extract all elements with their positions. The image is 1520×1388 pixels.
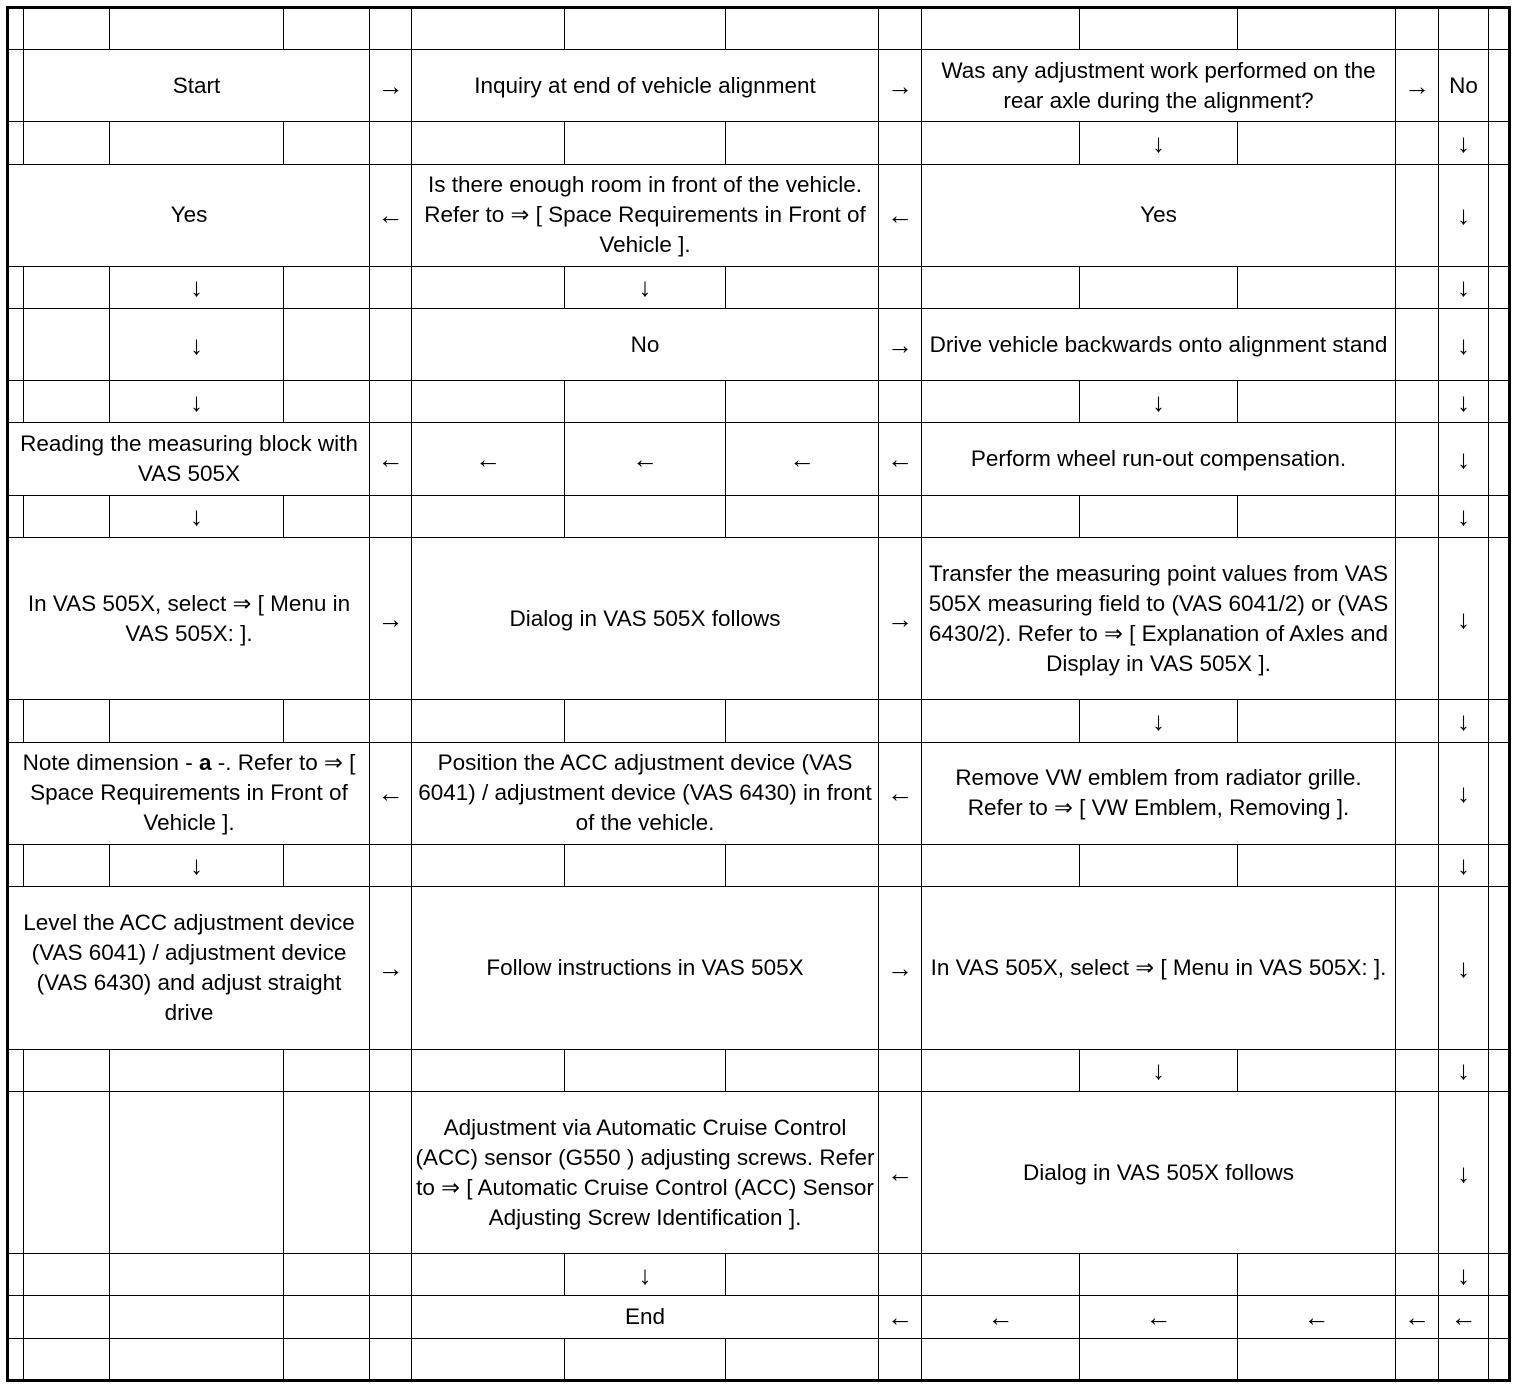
flow-cell (8, 1254, 24, 1296)
flow-cell (726, 1049, 879, 1091)
flow-cell (726, 1254, 879, 1296)
arrow-left-icon: ← (879, 423, 922, 495)
flow-cell (726, 381, 879, 423)
arrow-right-icon: → (879, 309, 922, 381)
flow-cell (284, 1091, 370, 1254)
flow-row (8, 423, 1510, 495)
flow-cell (284, 1049, 370, 1091)
follow-instructions-step: Follow instructions in VAS 505X (412, 887, 879, 1050)
flow-cell (370, 381, 412, 423)
flow-cell (1080, 266, 1238, 308)
select-menu-step: In VAS 505X, select ⇒ [ Menu in VAS 505X: ]. (8, 537, 370, 700)
flow-cell (284, 1254, 370, 1296)
flow-cell (24, 700, 110, 742)
start-step: Start (24, 50, 370, 122)
flow-cell (284, 266, 370, 308)
flow-cell (1489, 742, 1510, 844)
flow-cell (8, 844, 24, 886)
flow-cell (24, 844, 110, 886)
arrow-down-icon: ↓ (110, 309, 284, 381)
flow-cell (1489, 1091, 1510, 1254)
margin-left (8, 50, 24, 122)
flow-cell (1396, 164, 1439, 266)
margin-right (1489, 50, 1510, 122)
flow-cell (284, 495, 370, 537)
flow-cell (1396, 309, 1439, 381)
flow-cell (1238, 122, 1396, 164)
arrow-right-icon: → (370, 537, 412, 700)
flow-cell (1489, 537, 1510, 700)
arrow-left-icon: ← (412, 423, 565, 495)
dialog-step: Dialog in VAS 505X follows (412, 537, 879, 700)
flow-cell (412, 844, 565, 886)
flow-cell (726, 122, 879, 164)
arrow-left-icon: ← (879, 164, 922, 266)
flow-row (8, 8, 1510, 50)
arrow-left-icon: ← (565, 423, 726, 495)
flow-cell (412, 1049, 565, 1091)
flow-cell (110, 122, 284, 164)
arrow-down-icon: ↓ (1080, 700, 1238, 742)
flow-cell (1396, 887, 1439, 1050)
flow-cell (284, 844, 370, 886)
flow-cell (879, 122, 922, 164)
flow-cell (8, 1338, 24, 1380)
arrow-down-icon: ↓ (1439, 887, 1489, 1050)
arrow-left-icon: ← (879, 742, 922, 844)
arrow-left-icon: ← (370, 742, 412, 844)
yes-label: Yes (922, 164, 1396, 266)
flow-cell (370, 495, 412, 537)
arrow-down-icon: ↓ (1439, 423, 1489, 495)
flow-cell (370, 1049, 412, 1091)
flow-cell (370, 844, 412, 886)
position-device-step: Position the ACC adjustment device (VAS 6041) / adjustment device (VAS 6430) in front of the vehicle. (412, 742, 879, 844)
flow-cell (1396, 537, 1439, 700)
room-question: Is there enough room in front of the vehicle. Refer to ⇒ [ Space Requirements in Front of Vehicle ]. (412, 164, 879, 266)
flow-row (8, 309, 1510, 381)
flow-cell (24, 266, 110, 308)
flow-row (8, 1338, 1510, 1380)
flow-cell (284, 1338, 370, 1380)
transfer-values-step: Transfer the measuring point values from VAS 505X measuring field to (VAS 6041/2) or (VAS 6430/2). Refer to ⇒ [ Explanation of Axles and Display in VAS 505X ]. (922, 537, 1396, 700)
flow-cell (284, 381, 370, 423)
arrow-left-icon: ← (726, 423, 879, 495)
end-step: End (412, 1296, 879, 1338)
arrow-down-icon: ↓ (1439, 1049, 1489, 1091)
arrow-down-icon: ↓ (110, 381, 284, 423)
flow-row (8, 164, 1510, 266)
flow-cell (370, 1296, 412, 1338)
arrow-down-icon: ↓ (1439, 495, 1489, 537)
flow-cell (726, 700, 879, 742)
flow-cell (1489, 1338, 1510, 1380)
flow-cell (1489, 8, 1510, 50)
inquiry-step: Inquiry at end of vehicle alignment (412, 50, 879, 122)
flow-cell (1080, 844, 1238, 886)
flow-row (8, 700, 1510, 742)
flow-cell (726, 844, 879, 886)
flow-cell (726, 495, 879, 537)
flow-cell (879, 8, 922, 50)
yes-label: Yes (8, 164, 370, 266)
flow-cell (565, 381, 726, 423)
arrow-left-icon: ← (370, 423, 412, 495)
flow-cell (1396, 122, 1439, 164)
flow-cell (879, 844, 922, 886)
flow-cell (1238, 700, 1396, 742)
arrow-down-icon: ↓ (1439, 844, 1489, 886)
flow-cell (879, 1254, 922, 1296)
flow-cell (1080, 8, 1238, 50)
flow-cell (1396, 266, 1439, 308)
flow-cell (412, 122, 565, 164)
flow-cell (1439, 8, 1489, 50)
arrow-right-icon: → (879, 887, 922, 1050)
flow-cell (412, 495, 565, 537)
rear-axle-question: Was any adjustment work performed on the rear axle during the alignment? (922, 50, 1396, 122)
flow-cell (284, 309, 370, 381)
flow-cell (24, 1091, 110, 1254)
flow-cell (24, 381, 110, 423)
flow-cell (1238, 495, 1396, 537)
flow-cell (1238, 1049, 1396, 1091)
flow-cell (1396, 1338, 1439, 1380)
flow-cell (8, 266, 24, 308)
arrow-down-icon: ↓ (110, 266, 284, 308)
flow-cell (1489, 381, 1510, 423)
flow-cell (412, 1254, 565, 1296)
remove-emblem-step: Remove VW emblem from radiator grille. Refer to ⇒ [ VW Emblem, Removing ]. (922, 742, 1396, 844)
adjustment-screws-step: Adjustment via Automatic Cruise Control (ACC) sensor (G550 ) adjusting screws. Refer to ⇒ [ Automatic Cruise Control (ACC) Sensor Adjusting Screw Identification ]. (412, 1091, 879, 1254)
no-label: No (412, 309, 879, 381)
arrow-left-icon: ← (1238, 1296, 1396, 1338)
arrow-down-icon: ↓ (1080, 381, 1238, 423)
flow-cell (1396, 8, 1439, 50)
arrow-left-icon: ← (879, 1091, 922, 1254)
flow-cell (565, 844, 726, 886)
flow-row (8, 1049, 1510, 1091)
flow-cell (110, 8, 284, 50)
flow-cell (922, 700, 1080, 742)
flow-cell (8, 1296, 24, 1338)
flow-cell (922, 495, 1080, 537)
flow-cell (412, 1338, 565, 1380)
flow-cell (879, 381, 922, 423)
arrow-right-icon: → (1396, 50, 1439, 122)
flow-cell (879, 266, 922, 308)
arrow-down-icon: ↓ (1439, 266, 1489, 308)
step-text: -. Refer to ⇒ [ Space Requirements in Front of Vehicle ]. (30, 750, 356, 836)
flow-cell (1238, 381, 1396, 423)
flow-cell (726, 8, 879, 50)
arrow-down-icon: ↓ (1439, 381, 1489, 423)
arrow-left-icon: ← (1080, 1296, 1238, 1338)
flow-row (8, 1091, 1510, 1254)
flow-cell (110, 1296, 284, 1338)
flow-cell (412, 266, 565, 308)
flow-cell (24, 495, 110, 537)
flow-cell (8, 1091, 24, 1254)
flow-cell (1396, 1049, 1439, 1091)
arrow-right-icon: → (879, 50, 922, 122)
flow-cell (1396, 742, 1439, 844)
flow-cell (922, 844, 1080, 886)
flow-cell (565, 122, 726, 164)
flow-cell (110, 1091, 284, 1254)
flow-row (8, 537, 1510, 700)
flow-cell (1439, 1338, 1489, 1380)
flow-cell (110, 1254, 284, 1296)
flow-cell (1396, 495, 1439, 537)
arrow-down-icon: ↓ (1080, 122, 1238, 164)
flow-cell (24, 1338, 110, 1380)
flow-cell (8, 381, 24, 423)
flow-cell (922, 1049, 1080, 1091)
flow-cell (1080, 495, 1238, 537)
flow-cell (726, 1338, 879, 1380)
flow-cell (1080, 1338, 1238, 1380)
flow-cell (1396, 700, 1439, 742)
flow-cell (370, 1338, 412, 1380)
arrow-left-icon: ← (922, 1296, 1080, 1338)
drive-backwards-step: Drive vehicle backwards onto alignment stand (922, 309, 1396, 381)
runout-step: Perform wheel run-out compensation. (922, 423, 1396, 495)
flow-cell (1238, 8, 1396, 50)
flow-cell (1489, 122, 1510, 164)
arrow-down-icon: ↓ (110, 844, 284, 886)
arrow-down-icon: ↓ (1439, 164, 1489, 266)
flow-cell (370, 1091, 412, 1254)
step-text: Note dimension - (22, 750, 193, 776)
arrow-down-icon: ↓ (1080, 1049, 1238, 1091)
flow-cell (24, 1049, 110, 1091)
arrow-left-icon: ← (1439, 1296, 1489, 1338)
flow-cell (1489, 1296, 1510, 1338)
arrow-down-icon: ↓ (1439, 537, 1489, 700)
flow-cell (565, 1338, 726, 1380)
flow-row (8, 122, 1510, 164)
flow-cell (370, 266, 412, 308)
arrow-down-icon: ↓ (1439, 700, 1489, 742)
arrow-down-icon: ↓ (1439, 309, 1489, 381)
arrow-down-icon: ↓ (1439, 122, 1489, 164)
flow-cell (1489, 1049, 1510, 1091)
flow-cell (1396, 844, 1439, 886)
flow-cell (565, 700, 726, 742)
flow-cell (24, 309, 110, 381)
level-device-step: Level the ACC adjustment device (VAS 6041) / adjustment device (VAS 6430) and adjust straight drive (8, 887, 370, 1050)
flow-cell (1489, 309, 1510, 381)
flow-cell (284, 700, 370, 742)
arrow-down-icon: ↓ (1439, 1254, 1489, 1296)
arrow-left-icon: ← (879, 1296, 922, 1338)
flow-cell (1238, 266, 1396, 308)
note-dimension-step (8, 742, 370, 844)
flow-cell (284, 8, 370, 50)
flow-cell (1489, 1254, 1510, 1296)
flow-cell (110, 700, 284, 742)
flow-cell (565, 8, 726, 50)
flow-cell (110, 1338, 284, 1380)
flow-cell (1238, 1254, 1396, 1296)
flow-cell (922, 122, 1080, 164)
flow-cell (1396, 423, 1439, 495)
flow-cell (1489, 700, 1510, 742)
flow-cell (1238, 1338, 1396, 1380)
flow-cell (370, 700, 412, 742)
flow-cell (284, 122, 370, 164)
arrow-left-icon: ← (1396, 1296, 1439, 1338)
flow-cell (370, 309, 412, 381)
flow-cell (412, 8, 565, 50)
flow-cell (1489, 887, 1510, 1050)
arrow-right-icon: → (370, 887, 412, 1050)
flow-cell (284, 1296, 370, 1338)
flow-cell (1396, 381, 1439, 423)
flow-row (8, 50, 1510, 122)
flow-cell (1489, 164, 1510, 266)
flow-cell (1396, 1254, 1439, 1296)
flow-cell (412, 381, 565, 423)
flow-cell (879, 495, 922, 537)
flow-cell (8, 309, 24, 381)
flow-cell (1396, 1091, 1439, 1254)
flow-cell (8, 1049, 24, 1091)
flow-cell (726, 266, 879, 308)
flow-cell (922, 1338, 1080, 1380)
flow-cell (24, 122, 110, 164)
flow-cell (565, 1049, 726, 1091)
flow-cell (370, 8, 412, 50)
arrow-down-icon: ↓ (565, 1254, 726, 1296)
flow-cell (1489, 844, 1510, 886)
flow-cell (565, 495, 726, 537)
measuring-block-step: Reading the measuring block with VAS 505X (8, 423, 370, 495)
flow-cell (922, 1254, 1080, 1296)
flow-row (8, 381, 1510, 423)
flow-row (8, 1296, 1510, 1338)
arrow-down-icon: ↓ (1439, 1091, 1489, 1254)
flow-cell (879, 1338, 922, 1380)
flow-cell (922, 8, 1080, 50)
select-menu-step: In VAS 505X, select ⇒ [ Menu in VAS 505X: ]. (922, 887, 1396, 1050)
flow-cell (24, 8, 110, 50)
alignment-flowchart (6, 6, 1511, 1382)
flow-cell (1489, 423, 1510, 495)
flow-cell (8, 495, 24, 537)
flow-cell (24, 1254, 110, 1296)
arrow-right-icon: → (879, 537, 922, 700)
arrow-down-icon: ↓ (110, 495, 284, 537)
flow-row (8, 495, 1510, 537)
flow-row (8, 266, 1510, 308)
flow-cell (24, 1296, 110, 1338)
flow-cell (879, 1049, 922, 1091)
flow-cell (8, 122, 24, 164)
flow-cell (879, 700, 922, 742)
dialog-step: Dialog in VAS 505X follows (922, 1091, 1396, 1254)
flow-row (8, 1254, 1510, 1296)
arrow-left-icon: ← (370, 164, 412, 266)
flow-cell (370, 1254, 412, 1296)
no-label: No (1439, 50, 1489, 122)
flow-cell (922, 381, 1080, 423)
flow-cell (8, 700, 24, 742)
flow-cell (1080, 1254, 1238, 1296)
arrow-down-icon: ↓ (565, 266, 726, 308)
arrow-down-icon: ↓ (1439, 742, 1489, 844)
flow-row (8, 887, 1510, 1050)
flow-cell (8, 8, 24, 50)
flow-cell (412, 700, 565, 742)
flow-cell (1489, 266, 1510, 308)
flow-cell (110, 1049, 284, 1091)
arrow-right-icon: → (370, 50, 412, 122)
flow-cell (370, 122, 412, 164)
flow-row (8, 844, 1510, 886)
dimension-label: a (198, 750, 212, 776)
flow-cell (1238, 844, 1396, 886)
flow-row (8, 742, 1510, 844)
flow-cell (922, 266, 1080, 308)
flow-cell (1489, 495, 1510, 537)
